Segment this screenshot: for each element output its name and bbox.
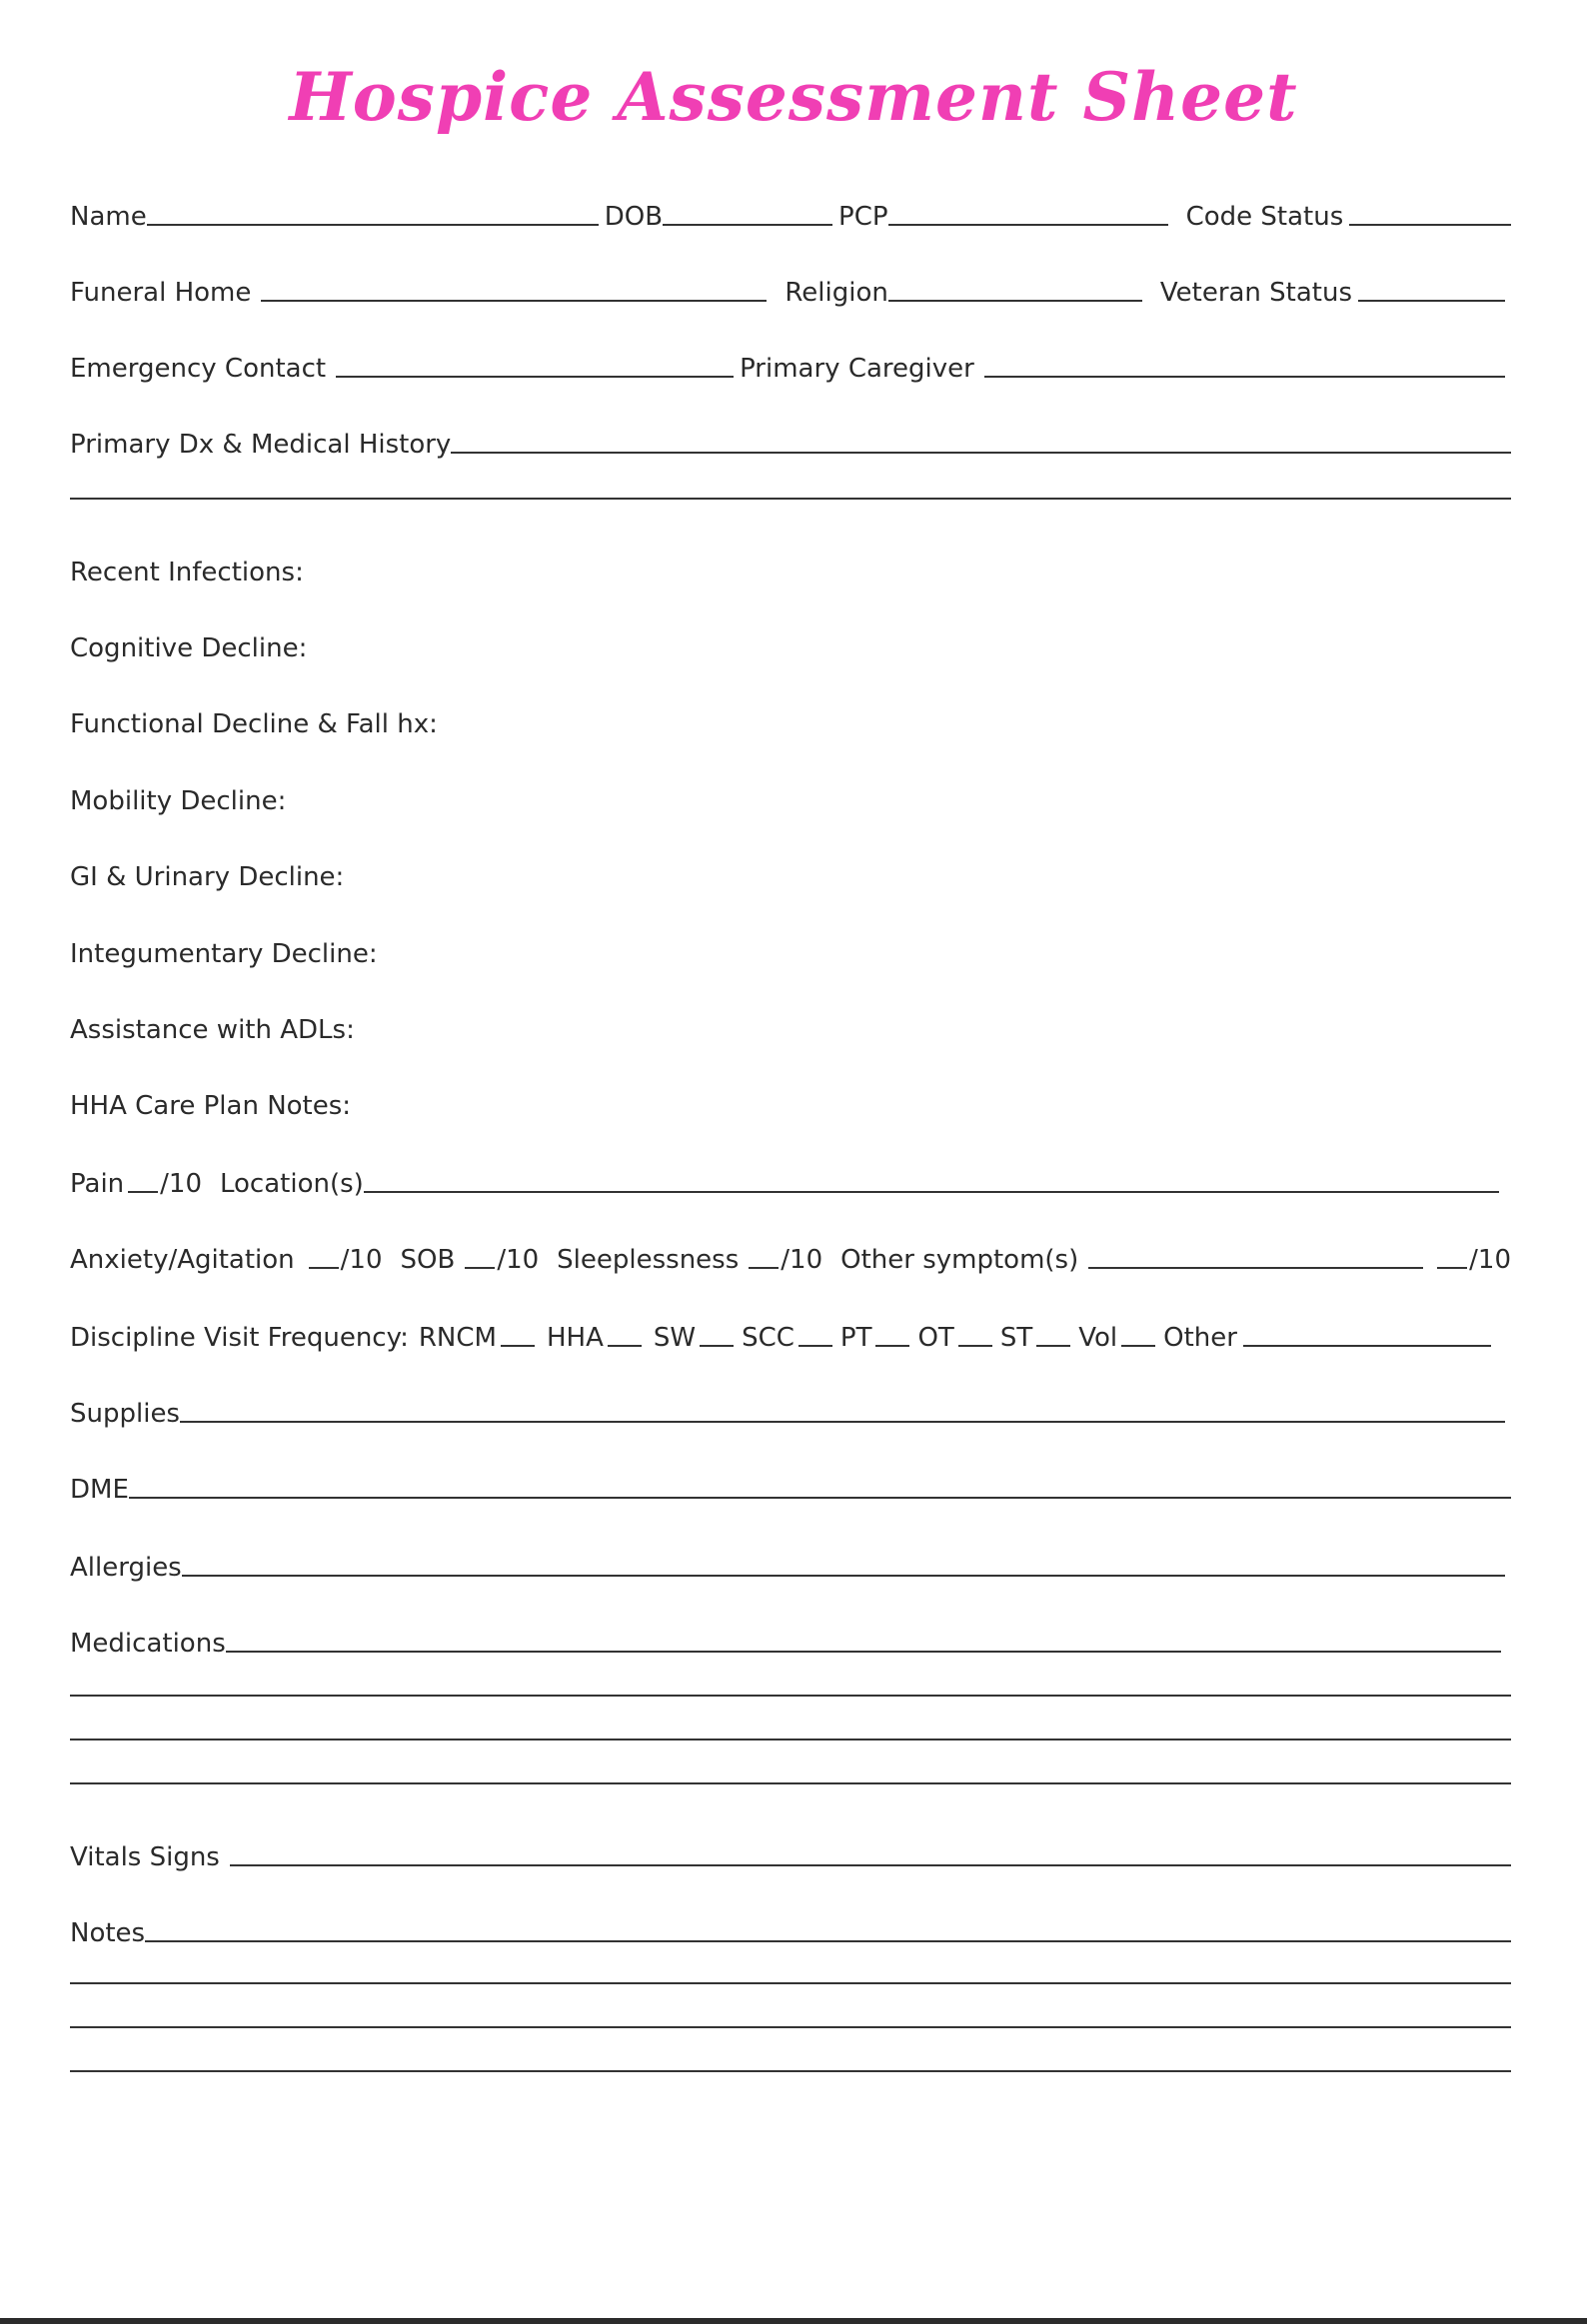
name-field[interactable] <box>147 224 599 226</box>
notes-row <box>70 1912 1511 1948</box>
pain-row <box>70 1163 1511 1199</box>
dme-row <box>70 1469 1511 1505</box>
code-status-label: Code Status <box>1185 202 1344 232</box>
cognitive-decline-row <box>70 627 1511 663</box>
hha-field[interactable] <box>608 1345 642 1347</box>
other-symptoms-field[interactable] <box>1088 1267 1423 1269</box>
mobility-decline-label: Mobility Decline: <box>70 786 287 816</box>
gi-urinary-decline-row <box>70 856 1511 892</box>
assistance-adls-row <box>70 1009 1511 1045</box>
row-identity <box>70 196 1511 232</box>
allergies-row <box>70 1547 1511 1583</box>
sob-score-field[interactable] <box>465 1267 495 1269</box>
name-label: Name <box>70 202 147 232</box>
recent-infections-label: Recent Infections: <box>70 558 304 587</box>
sleeplessness-score-field[interactable] <box>749 1267 779 1269</box>
mobility-decline-row <box>70 780 1511 816</box>
medications-extra-line-1[interactable] <box>70 1695 1511 1697</box>
row-contacts <box>70 348 1511 384</box>
allergies-field[interactable] <box>182 1575 1505 1577</box>
medications-extra-line-3[interactable] <box>70 1782 1511 1784</box>
ot-field[interactable] <box>958 1345 992 1347</box>
functional-decline-row <box>70 703 1511 739</box>
dob-label: DOB <box>604 202 664 232</box>
scc-field[interactable] <box>798 1345 832 1347</box>
pain-label: Pain <box>70 1169 125 1199</box>
veteran-status-field[interactable] <box>1358 300 1505 302</box>
location-field[interactable] <box>364 1191 1499 1193</box>
medications-row <box>70 1623 1511 1659</box>
primary-caregiver-label: Primary Caregiver <box>740 354 974 384</box>
supplies-field[interactable] <box>180 1421 1505 1423</box>
other-symptoms-score-field[interactable] <box>1437 1267 1467 1269</box>
funeral-home-label: Funeral Home <box>70 278 252 308</box>
pain-score-field[interactable] <box>128 1191 158 1193</box>
rncm-field[interactable] <box>501 1345 535 1347</box>
vitals-field[interactable] <box>230 1864 1511 1866</box>
gi-urinary-decline-label: GI & Urinary Decline: <box>70 862 345 892</box>
pcp-field[interactable] <box>888 224 1168 226</box>
supplies-row <box>70 1393 1511 1429</box>
anxiety-scale: /10 <box>340 1245 383 1275</box>
sob-label: SOB <box>400 1245 456 1275</box>
sleeplessness-label: Sleeplessness <box>557 1245 740 1275</box>
code-status-field[interactable] <box>1349 224 1511 226</box>
primary-caregiver-field[interactable] <box>984 376 1505 378</box>
hha-care-plan-label: HHA Care Plan Notes: <box>70 1091 352 1121</box>
religion-label: Religion <box>785 278 888 308</box>
medications-field[interactable] <box>226 1651 1501 1653</box>
hha-care-plan-row <box>70 1085 1511 1121</box>
primary-dx-extra-line[interactable] <box>70 498 1511 500</box>
other-field[interactable] <box>1243 1345 1491 1347</box>
row-primary-dx <box>70 424 1511 460</box>
pt-field[interactable] <box>875 1345 909 1347</box>
discipline-visit-row <box>70 1317 1511 1353</box>
other-symptoms-label: Other symptom(s) <box>840 1245 1079 1275</box>
anxiety-score-field[interactable] <box>309 1267 339 1269</box>
medications-label: Medications <box>70 1629 226 1659</box>
sw-field[interactable] <box>700 1345 734 1347</box>
notes-field[interactable] <box>145 1940 1511 1942</box>
notes-extra-line-1[interactable] <box>70 1982 1511 1984</box>
primary-dx-field[interactable] <box>451 452 1511 454</box>
ot-label: OT <box>917 1323 954 1353</box>
dme-field[interactable] <box>129 1497 1511 1499</box>
page-title: Hospice Assessment Sheet <box>289 58 1298 136</box>
hha-label: HHA <box>546 1323 604 1353</box>
rncm-label: RNCM <box>418 1323 497 1353</box>
sob-scale: /10 <box>497 1245 540 1275</box>
primary-dx-label: Primary Dx & Medical History <box>70 430 452 460</box>
symptoms-row <box>70 1239 1511 1275</box>
sw-label: SW <box>653 1323 697 1353</box>
recent-infections-row <box>70 552 1511 587</box>
notes-extra-line-2[interactable] <box>70 2026 1511 2028</box>
pt-label: PT <box>839 1323 872 1353</box>
funeral-home-field[interactable] <box>261 300 767 302</box>
notes-extra-line-3[interactable] <box>70 2070 1511 2072</box>
other-label: Other <box>1163 1323 1237 1353</box>
veteran-status-label: Veteran Status <box>1159 278 1353 308</box>
vitals-row <box>70 1836 1511 1872</box>
cognitive-decline-label: Cognitive Decline: <box>70 633 308 663</box>
integumentary-decline-row <box>70 933 1511 969</box>
sleeplessness-scale: /10 <box>781 1245 823 1275</box>
pcp-label: PCP <box>838 202 888 232</box>
st-label: ST <box>999 1323 1033 1353</box>
functional-decline-label: Functional Decline & Fall hx: <box>70 709 438 739</box>
discipline-visit-label: Discipline Visit Frequency: <box>70 1323 409 1353</box>
vol-label: Vol <box>1078 1323 1118 1353</box>
vol-field[interactable] <box>1121 1345 1155 1347</box>
allergies-label: Allergies <box>70 1553 182 1583</box>
emergency-contact-field[interactable] <box>336 376 734 378</box>
assistance-adls-label: Assistance with ADLs: <box>70 1015 355 1045</box>
religion-field[interactable] <box>888 300 1142 302</box>
row-background <box>70 272 1511 308</box>
integumentary-decline-label: Integumentary Decline: <box>70 939 378 969</box>
supplies-label: Supplies <box>70 1399 180 1429</box>
anxiety-label: Anxiety/Agitation <box>70 1245 295 1275</box>
scc-label: SCC <box>742 1323 794 1353</box>
dob-field[interactable] <box>663 224 832 226</box>
emergency-contact-label: Emergency Contact <box>70 354 327 384</box>
location-label: Location(s) <box>220 1169 364 1199</box>
dme-label: DME <box>70 1475 129 1505</box>
other-symptoms-scale: /10 <box>1469 1245 1511 1275</box>
pain-scale: /10 <box>160 1169 202 1199</box>
page-bottom-border <box>0 2318 1587 2324</box>
medications-extra-line-2[interactable] <box>70 1739 1511 1741</box>
st-field[interactable] <box>1036 1345 1070 1347</box>
notes-label: Notes <box>70 1918 146 1948</box>
vitals-label: Vitals Signs <box>70 1842 220 1872</box>
